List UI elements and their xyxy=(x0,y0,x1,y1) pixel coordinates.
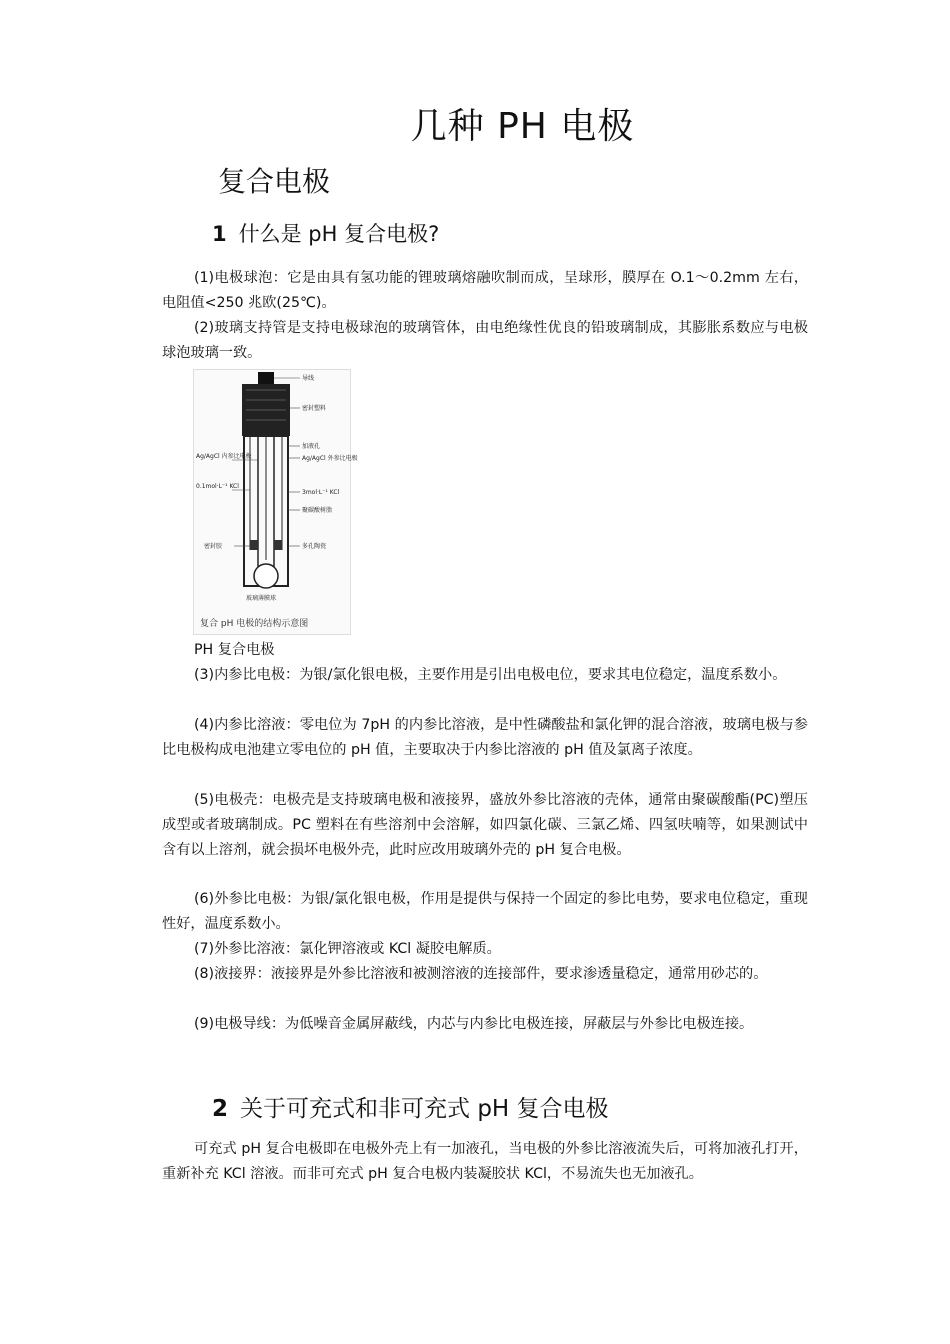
page-title: 几种 PH 电极 xyxy=(410,106,635,147)
question-1-text: 什么是 pH 复合电极? xyxy=(238,222,440,246)
paragraph-1: (1)电极球泡：它是由具有氢功能的锂玻璃熔融吹制而成，呈球形，膜厚在 O.1～0.2mm 左右，电阻值<250 兆欧(25℃)。 xyxy=(162,270,808,311)
electrode-diagram xyxy=(193,369,358,635)
question-1-number: 1 xyxy=(212,222,227,246)
paragraph-3: (3)内参比电极：为银/氯化银电极，主要作用是引出电极电位，要求其电位稳定，温度系数小。 xyxy=(194,667,787,683)
label-polycarbonate: 聚碳酸树脂 xyxy=(302,507,333,514)
label-wire: 导线 xyxy=(302,375,315,382)
paragraph-8: (8)液接界：液接界是外参比溶液和被测溶液的连接部件，要求渗透量稳定，通常用砂芯的。 xyxy=(194,966,768,982)
label-outer-ref: Ag/AgCl 外参比电极 xyxy=(302,455,358,462)
label-inner-ref: Ag/AgCl 内参比电极 xyxy=(196,453,252,460)
label-seal-plastic: 密封塑料 xyxy=(302,405,327,412)
figure-caption: 复合 pH 电极的结构示意图 xyxy=(200,619,309,629)
cable-top xyxy=(258,372,274,384)
figure-label: PH 复合电极 xyxy=(194,642,275,658)
question-2-heading xyxy=(212,1090,609,1123)
label-fill-hole: 加液孔 xyxy=(302,443,321,450)
section-heading: 复合电极 xyxy=(218,165,331,198)
question-2-number: 2 xyxy=(212,1096,229,1122)
glass-bulb xyxy=(254,564,278,588)
label-sealant: 密封胶 xyxy=(204,543,223,550)
paragraph-10: 可充式 pH 复合电极即在电极外壳上有一加液孔，当电极的外参比溶液流失后，可将加液孔打开，重新补充 KCl 溶液。而非可充式 pH 复合电极内装凝胶状 KCl，不易流失也无加液孔。 xyxy=(162,1141,808,1182)
label-kcl-outer: 3mol·L⁻¹ KCl xyxy=(302,489,340,496)
question-2-text: 关于可充式和非可充式 pH 复合电极 xyxy=(240,1096,609,1122)
paragraph-6: (6)外参比电极：为银/氯化银电极，作用是提供与保持一个固定的参比电势，要求电位稳定，重现性好，温度系数小。 xyxy=(162,891,808,932)
label-kcl-inner: 0.1mol·L⁻¹ KCl xyxy=(196,483,239,490)
paragraph-5: (5)电极壳：电极壳是支持玻璃电极和液接界，盛放外参比溶液的壳体，通常由聚碳酸酯(PC)塑压成型或者玻璃制成。PC 塑料在有些溶剂中会溶解，如四氯化碳、三氯乙烯、四氢呋喃等，如果测试中含有以上溶剂，就会损坏电极外壳，此时应改用玻璃外壳的 pH 复合电极。 xyxy=(162,792,808,858)
paragraph-4: (4)内参比溶液：零电位为 7pH 的内参比溶液，是中性磷酸盐和氯化钾的混合溶液，玻璃电极与参比电极构成电池建立零电位的 pH 值，主要取决于内参比溶液的 pH 值及氯离子浓度。 xyxy=(162,717,808,758)
paragraph-7: (7)外参比溶液：氯化钾溶液或 KCl 凝胶电解质。 xyxy=(194,941,501,957)
question-1-heading xyxy=(212,218,439,248)
paragraph-9: (9)电极导线：为低噪音金属屏蔽线，内芯与内参比电极连接，屏蔽层与外参比电极连接。 xyxy=(194,1016,754,1032)
label-ceramic: 多孔陶瓷 xyxy=(302,543,327,550)
label-glass-bulb: 玻璃薄膜球 xyxy=(246,595,277,602)
paragraph-2: (2)玻璃支持管是支持电极球泡的玻璃管体，由电绝缘性优良的铅玻璃制成，其膨胀系数应与电极球泡玻璃一致。 xyxy=(162,320,808,361)
